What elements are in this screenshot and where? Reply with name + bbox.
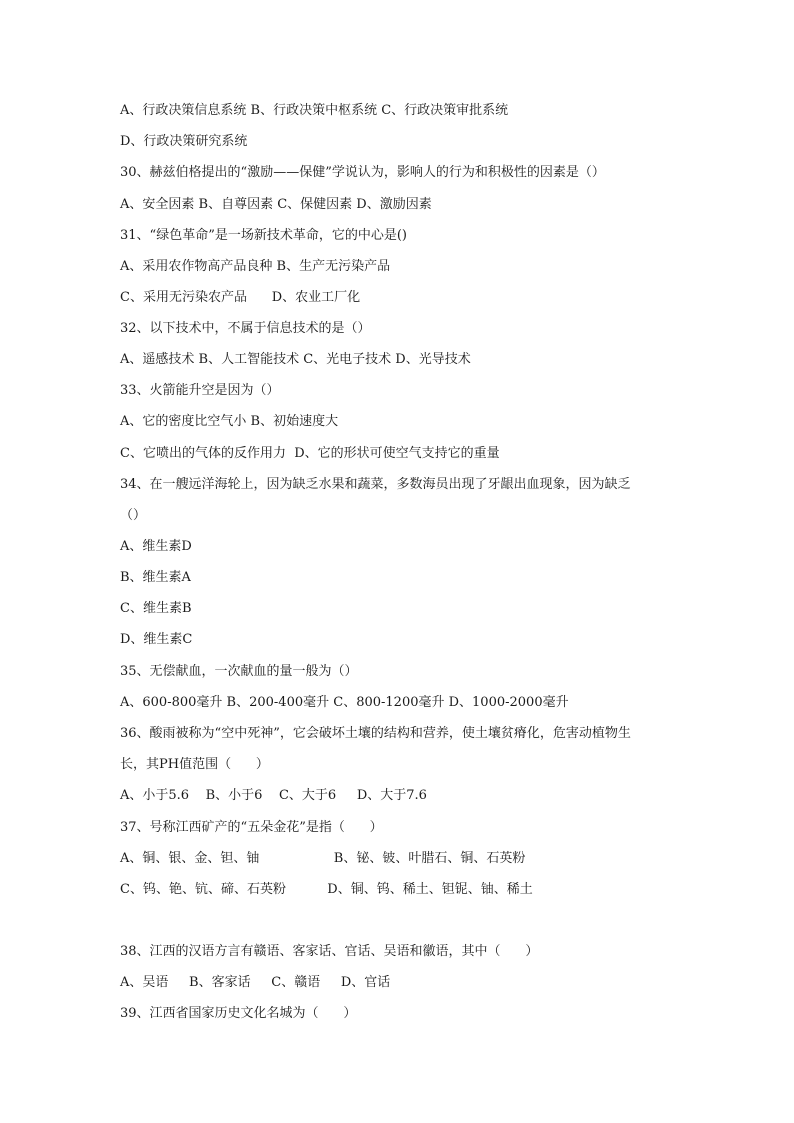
text-line: C、它喷出的气体的反作用力 D、它的形状可使空气支持它的重量 [120, 446, 500, 461]
text-line: C、钨、铯、钪、碲、石英粉 D、铜、钨、稀土、钽铌、铀、稀土 [120, 882, 533, 897]
question-31: 31、“绿色革命”是一场新技术革命，它的中心是() [120, 228, 407, 243]
text-line: A、维生素D [120, 539, 192, 554]
text-line: （） [120, 508, 147, 523]
text-line: A、安全因素 B、自尊因素 C、保健因素 D、激励因素 [120, 197, 432, 212]
question-35: 35、无偿献血，一次献血的量一般为（） [120, 664, 358, 679]
text-line: A、遥感技术 B、人工智能技术 C、光电子技术 D、光导技术 [120, 352, 471, 367]
text-line: A、600-800毫升 B、200-400毫升 C、800-1200毫升 D、1000-2000毫升 [120, 695, 569, 710]
text-line: 长，其PH值范围（ ） [120, 757, 269, 772]
text-line: C、维生素B [120, 601, 192, 616]
question-36: 36、酸雨被称为“空中死神”，它会破坏土壤的结构和营养，使土壤贫瘠化，危害动植物生 [120, 726, 631, 741]
text-line: D、行政决策研究系统 [120, 134, 248, 149]
question-30: 30、赫兹伯格提出的“激励——保健”学说认为，影响人的行为和积极性的因素是（） [120, 165, 605, 180]
text-line: D、维生素C [120, 632, 193, 647]
question-34: 34、在一艘远洋海轮上，因为缺乏水果和蔬菜，多数海员出现了牙龈出血现象，因为缺乏 [120, 477, 631, 492]
text-line: A、采用农作物高产品良种 B、生产无污染产品 [120, 259, 391, 274]
question-37: 37、号称江西矿产的“五朵金花”是指（ ） [120, 820, 383, 835]
question-39: 39、江西省国家历史文化名城为（ ） [120, 1006, 357, 1021]
text-line: A、铜、银、金、钽、铀 B、铋、铍、叶腊石、铜、石英粉 [120, 851, 526, 866]
question-32: 32、以下技术中，不属于信息技术的是（） [120, 321, 371, 336]
text-line: C、采用无污染农产品 D、农业工厂化 [120, 290, 361, 305]
text-line: A、行政决策信息系统 B、行政决策中枢系统 C、行政决策审批系统 [120, 103, 509, 118]
text-line: A、吴语 B、客家话 C、赣语 D、官话 [120, 975, 391, 990]
text-line: A、它的密度比空气小 B、初始速度大 [120, 414, 339, 429]
text-line: B、维生素A [120, 570, 191, 585]
question-38: 38、江西的汉语方言有赣语、客家话、官话、吴语和徽语，其中（ ） [120, 944, 539, 959]
question-33: 33、火箭能升空是因为（） [120, 383, 280, 398]
text-line: A、小于5.6 B、小于6 C、大于6 D、大于7.6 [120, 788, 427, 803]
